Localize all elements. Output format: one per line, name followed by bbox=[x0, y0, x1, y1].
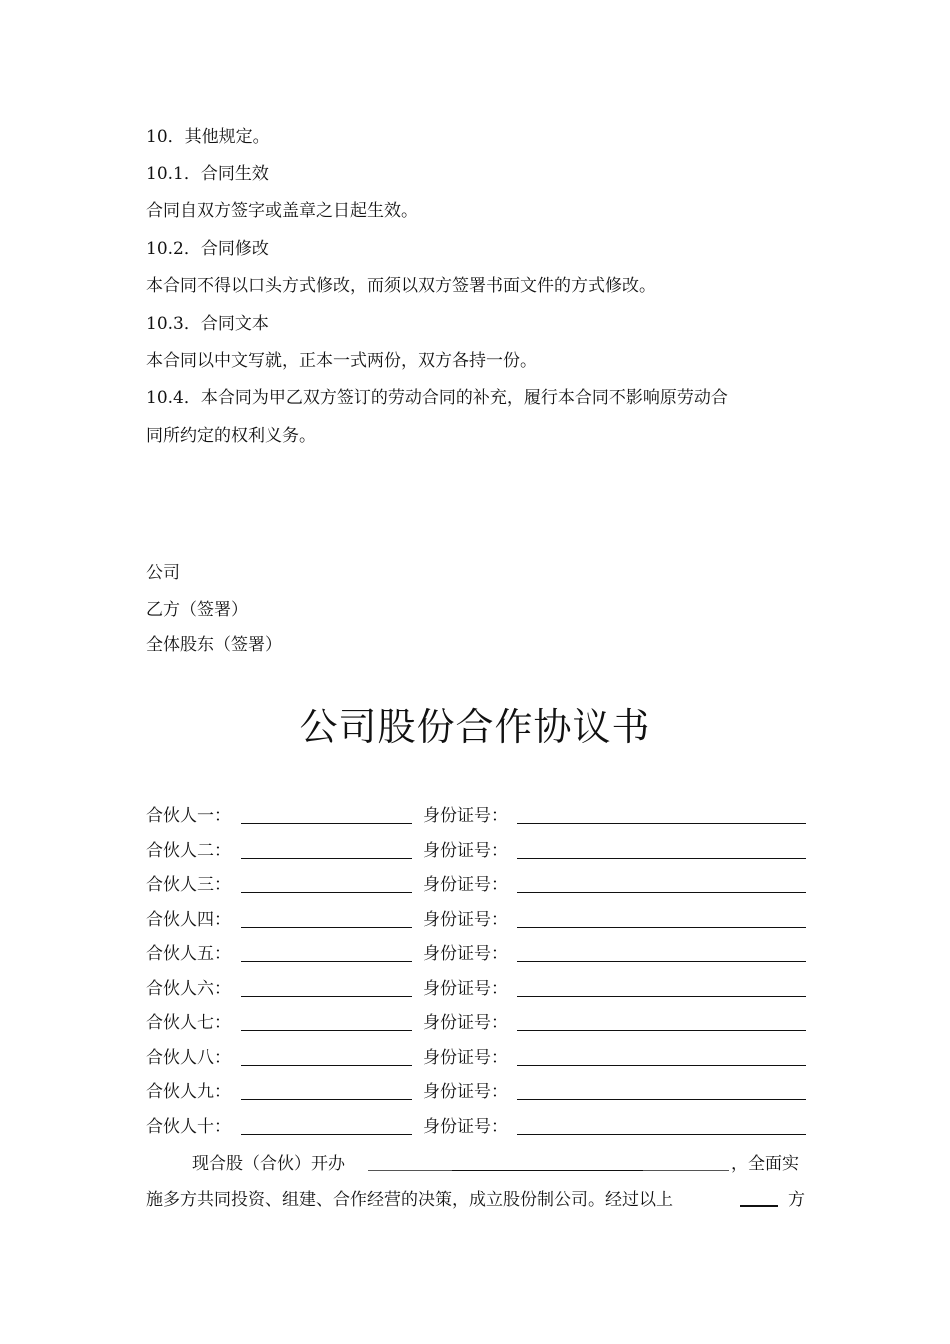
partner-row bbox=[146, 1042, 806, 1068]
partner-row bbox=[146, 1076, 806, 1102]
id-number-blank[interactable] bbox=[517, 823, 806, 824]
id-label: 身份证号： bbox=[423, 806, 508, 826]
partner-name-blank[interactable] bbox=[241, 858, 412, 859]
partner-name-blank[interactable] bbox=[241, 927, 412, 928]
company-name-blank[interactable] bbox=[452, 1170, 643, 1171]
paragraph-text: ，全面实 bbox=[731, 1154, 799, 1174]
partner-label: 合伙人十： bbox=[146, 1117, 231, 1137]
partner-label: 合伙人七： bbox=[146, 1013, 231, 1033]
id-number-blank[interactable] bbox=[517, 892, 806, 893]
id-label: 身份证号： bbox=[423, 1117, 508, 1137]
clause-heading-10-1: 10.1．合同生效 bbox=[146, 164, 269, 184]
partner-label: 合伙人五： bbox=[146, 944, 231, 964]
partner-row bbox=[146, 800, 806, 826]
id-label: 身份证号： bbox=[423, 1048, 508, 1068]
partner-row bbox=[146, 1111, 806, 1137]
partner-name-blank[interactable] bbox=[241, 1099, 412, 1100]
id-number-blank[interactable] bbox=[517, 927, 806, 928]
partner-name-blank[interactable] bbox=[241, 996, 412, 997]
agreement-paragraph-line-2 bbox=[146, 1184, 810, 1210]
company-name-blank-right[interactable] bbox=[643, 1170, 729, 1171]
signature-shareholders: 全体股东（签署） bbox=[146, 635, 282, 655]
signature-company: 公司 bbox=[146, 563, 180, 583]
agreement-title: 公司股份合作协议书 bbox=[299, 705, 651, 749]
paragraph-text: 方 bbox=[788, 1190, 805, 1210]
clause-heading-10: 10．其他规定。 bbox=[146, 127, 270, 147]
id-label: 身份证号： bbox=[423, 1013, 508, 1033]
partner-label: 合伙人一： bbox=[146, 806, 231, 826]
partner-row bbox=[146, 835, 806, 861]
id-label: 身份证号： bbox=[423, 875, 508, 895]
partner-row bbox=[146, 938, 806, 964]
signature-party-b: 乙方（签署） bbox=[146, 600, 248, 620]
partner-row bbox=[146, 1007, 806, 1033]
partner-label: 合伙人九： bbox=[146, 1082, 231, 1102]
partner-name-blank[interactable] bbox=[241, 961, 412, 962]
partner-name-blank[interactable] bbox=[241, 1030, 412, 1031]
id-number-blank[interactable] bbox=[517, 1030, 806, 1031]
id-label: 身份证号： bbox=[423, 1082, 508, 1102]
partner-name-blank[interactable] bbox=[241, 892, 412, 893]
partner-label: 合伙人二： bbox=[146, 841, 231, 861]
id-number-blank[interactable] bbox=[517, 858, 806, 859]
id-number-blank[interactable] bbox=[517, 1134, 806, 1135]
partner-row bbox=[146, 973, 806, 999]
partner-name-blank[interactable] bbox=[241, 1134, 412, 1135]
clause-heading-10-2: 10.2．合同修改 bbox=[146, 239, 269, 259]
id-number-blank[interactable] bbox=[517, 961, 806, 962]
company-name-blank-left[interactable] bbox=[368, 1170, 452, 1171]
clause-text-10-3: 本合同以中文写就，正本一式两份，双方各持一份。 bbox=[146, 351, 537, 371]
id-label: 身份证号： bbox=[423, 944, 508, 964]
id-number-blank[interactable] bbox=[517, 1099, 806, 1100]
paragraph-text: 施多方共同投资、组建、合作经营的决策，成立股份制公司。经过以上 bbox=[146, 1190, 673, 1210]
clause-text-10-4: 10.4．本合同为甲乙双方签订的劳动合同的补充，履行本合同不影响原劳动合 bbox=[146, 388, 728, 408]
party-count-blank[interactable] bbox=[740, 1205, 778, 1207]
id-label: 身份证号： bbox=[423, 910, 508, 930]
clause-heading-10-3: 10.3．合同文本 bbox=[146, 314, 269, 334]
id-number-blank[interactable] bbox=[517, 1065, 806, 1066]
partner-label: 合伙人六： bbox=[146, 979, 231, 999]
id-number-blank[interactable] bbox=[517, 996, 806, 997]
partner-label: 合伙人四： bbox=[146, 910, 231, 930]
clause-text-10-4-cont: 同所约定的权利义务。 bbox=[146, 426, 316, 446]
partner-name-blank[interactable] bbox=[241, 1065, 412, 1066]
paragraph-text: 现合股（合伙）开办 bbox=[192, 1154, 345, 1174]
partner-row bbox=[146, 869, 806, 895]
partner-name-blank[interactable] bbox=[241, 823, 412, 824]
clause-text-10-1: 合同自双方签字或盖章之日起生效。 bbox=[146, 201, 418, 221]
partner-label: 合伙人三： bbox=[146, 875, 231, 895]
partner-row bbox=[146, 904, 806, 930]
agreement-paragraph-line-1 bbox=[146, 1148, 810, 1174]
clause-text-10-2: 本合同不得以口头方式修改，而须以双方签署书面文件的方式修改。 bbox=[146, 276, 656, 296]
id-label: 身份证号： bbox=[423, 841, 508, 861]
id-label: 身份证号： bbox=[423, 979, 508, 999]
partner-label: 合伙人八： bbox=[146, 1048, 231, 1068]
